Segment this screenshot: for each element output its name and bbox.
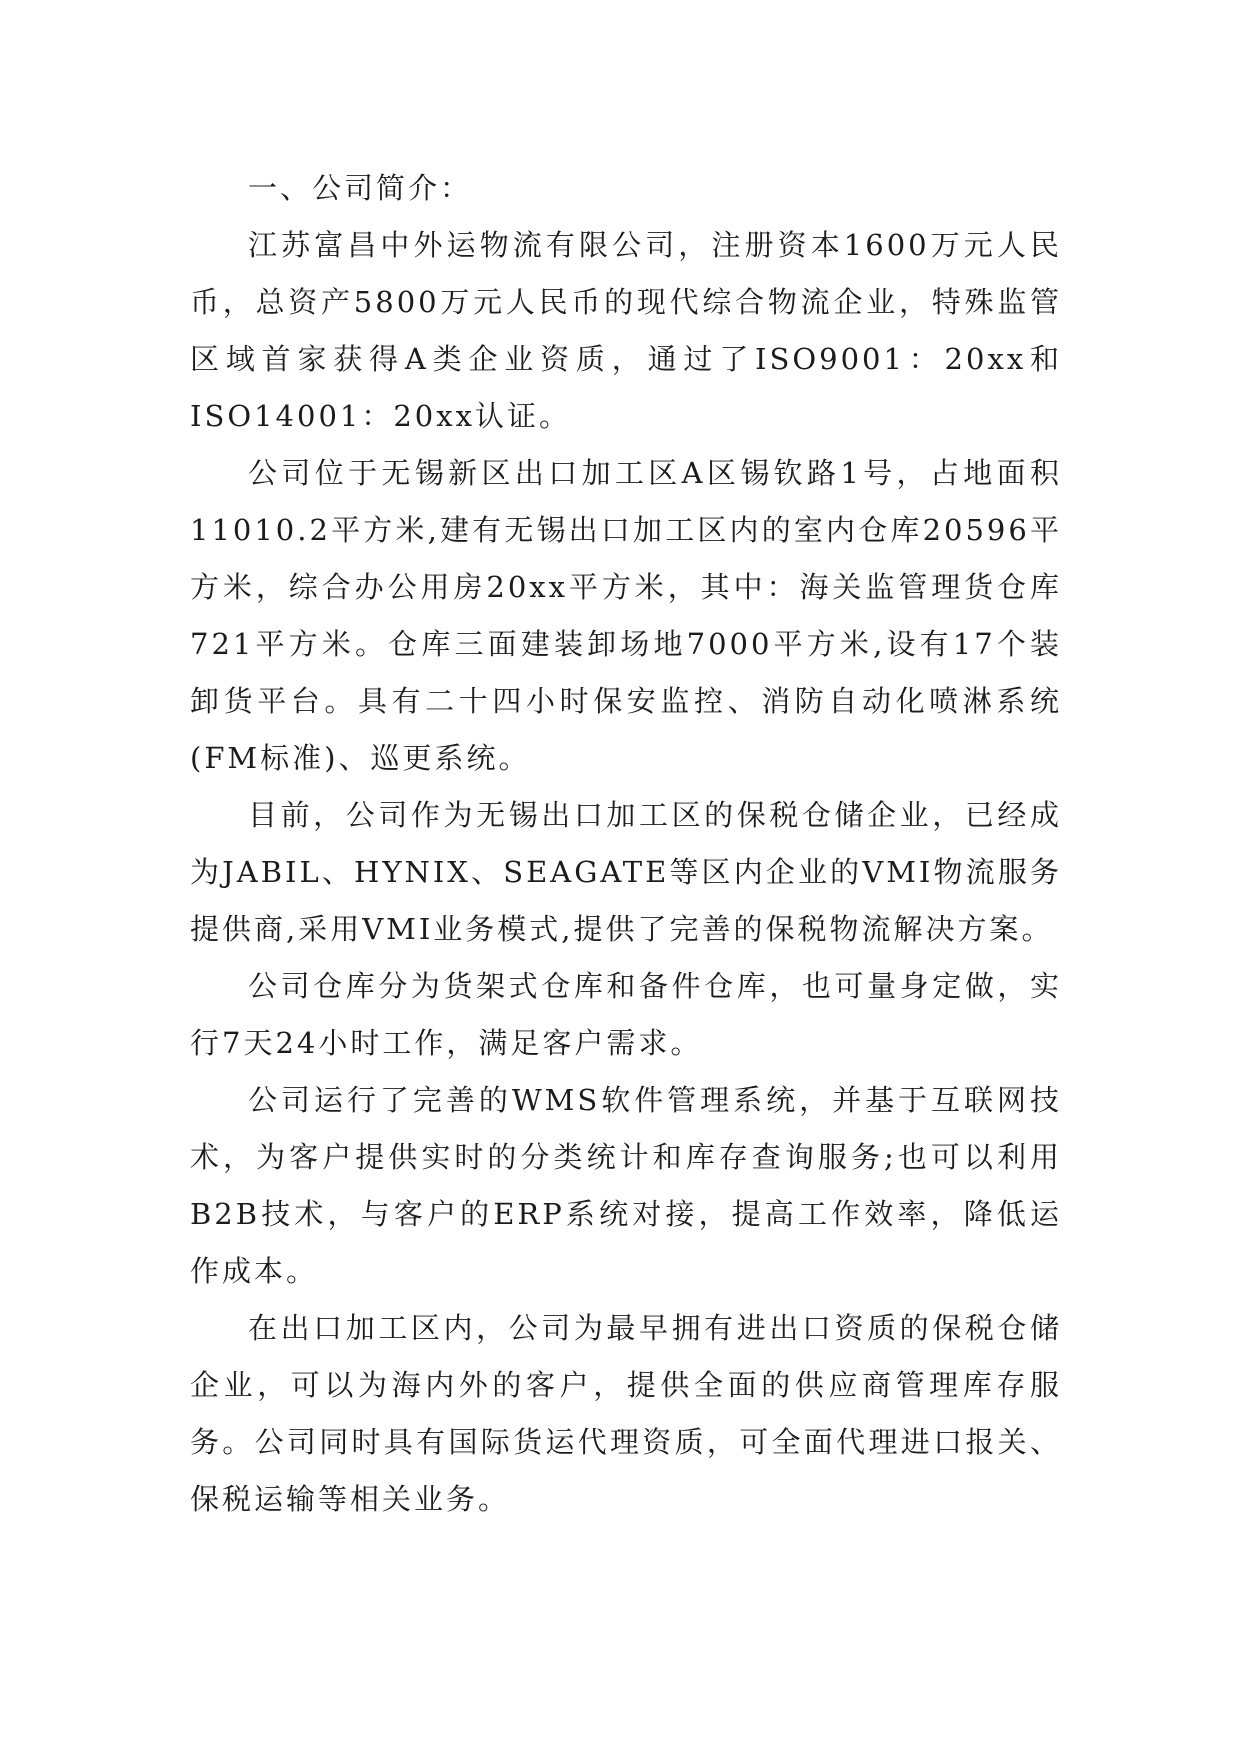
section-heading: 一、公司简介： xyxy=(248,171,473,205)
paragraph-location-facilities: 公司位于无锡新区出口加工区A区锡钦路1号，占地面积11010.2平方米,建有无锡出口加工区内的室内仓库20596平方米，综合办公用房20xx平方米，其中：海关监管理货仓库721平方米。仓库三面建装卸场地7000平方米,设有17个装卸货平台。具有二十四小时保安监控、消防自动化喷淋系统(FM标准)、巡更系统。 xyxy=(190,456,1062,775)
paragraph-warehouse-types: 公司仓库分为货架式仓库和备件仓库，也可量身定做，实行7天24小时工作，满足客户需求。 xyxy=(190,969,1062,1060)
document-body xyxy=(190,160,1062,1528)
paragraph-wms-system: 公司运行了完善的WMS软件管理系统，并基于互联网技术，为客户提供实时的分类统计和库存查询服务;也可以利用B2B技术，与客户的ERP系统对接，提高工作效率，降低运作成本。 xyxy=(190,1083,1062,1288)
paragraph-vmi-services: 目前，公司作为无锡出口加工区的保税仓储企业，已经成为JABIL、HYNIX、SEAGATE等区内企业的VMI物流服务提供商,采用VMI业务模式,提供了完善的保税物流解决方案。 xyxy=(190,798,1062,946)
paragraph-bonded-qualifications: 在出口加工区内，公司为最早拥有进出口资质的保税仓储企业，可以为海内外的客户，提供全面的供应商管理库存服务。公司同时具有国际货运代理资质，可全面代理进口报关、保税运输等相关业务。 xyxy=(190,1311,1062,1516)
paragraph-company-overview: 江苏富昌中外运物流有限公司，注册资本1600万元人民币，总资产5800万元人民币的现代综合物流企业，特殊监管区域首家获得A类企业资质，通过了ISO9001：20xx和ISO14001：20xx认证。 xyxy=(190,228,1062,433)
